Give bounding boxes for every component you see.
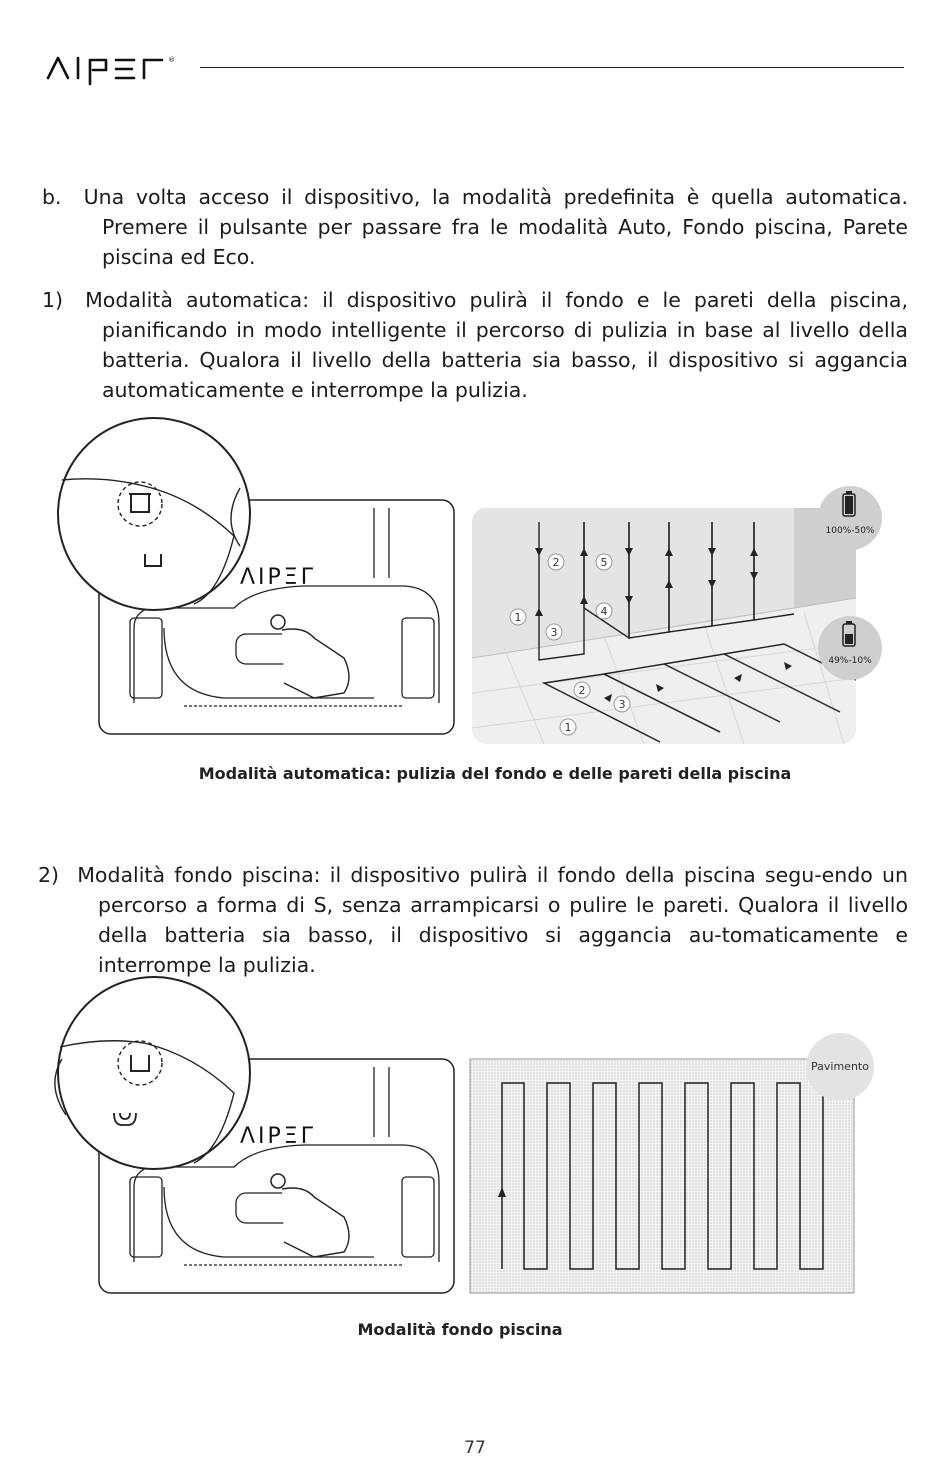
floor-step-1: 1	[564, 721, 572, 734]
figure-auto-caption: Modalità automatica: pulizia del fondo e delle pareti della piscina	[198, 764, 792, 783]
wall-step-3: 3	[550, 626, 558, 639]
floor-mode-illustration	[44, 985, 869, 1301]
zoom-circle	[58, 418, 250, 610]
paragraph-auto-text: Modalità automatica: il dispositivo pulirà il fondo e le pareti della piscina, pianificando in modo intelligente il percorso di pulizia in base al livello della batteria. Qualora il livello della batteria sia basso, il dispositivo si aggancia automaticamente e interrompe la pulizia.	[85, 288, 908, 402]
floor-badge-label: Pavimento	[811, 1060, 869, 1073]
wall-step-5: 5	[600, 556, 608, 569]
figure-floor-mode	[44, 985, 869, 1301]
page-number: 77	[464, 1438, 486, 1458]
page-header	[46, 48, 904, 88]
header-divider	[200, 67, 904, 68]
wall-step-1: 1	[514, 611, 522, 624]
aiper-logo-mark	[46, 48, 186, 88]
wall-step-4: 4	[600, 605, 608, 618]
device-brand-label-2: ΛIPΞΓ	[240, 1124, 316, 1149]
auto-mode-illustration	[44, 428, 875, 748]
battery-high-badge	[818, 486, 882, 550]
svg-text:®: ®	[168, 56, 175, 64]
paragraph-b: b. Una volta acceso il dispositivo, la modalità predefinita è quella automatica. Premere il pulsante per passare fra le modalità Auto, Fondo piscina, Parete piscina ed Eco.	[42, 185, 908, 269]
battery-high-label: 100%-50%	[825, 526, 875, 536]
device-brand-label: ΛIPΞΓ	[240, 565, 316, 590]
floor-step-3: 3	[618, 698, 626, 711]
paragraph-auto-mode: 1) Modalità automatica: il dispositivo pulirà il fondo e le pareti della piscina, pianificando in modo intelligente il percorso di pulizia in base al livello della batteria. Qualora il livello della batteria sia basso, il dispositivo si aggancia automaticamente e interrompe la pulizia.	[42, 288, 908, 402]
battery-low-badge	[818, 616, 882, 680]
paragraph-b-text: Una volta acceso il dispositivo, la modalità predefinita è quella automatica. Premere il pulsante per passare fra le modalità Auto, Fondo piscina, Parete piscina ed Eco.	[83, 185, 908, 269]
battery-low-label: 49%-10%	[828, 656, 872, 666]
wall-step-2: 2	[552, 556, 560, 569]
figure-floor-caption: Modalità fondo piscina	[357, 1320, 563, 1339]
floor-step-2: 2	[578, 684, 586, 697]
figure-auto-mode	[44, 428, 875, 748]
aiper-logo	[46, 48, 186, 88]
paragraph-floor-text: Modalità fondo piscina: il dispositivo pulirà il fondo della piscina segu-endo un percorso a forma di S, senza arrampicarsi o pulire le pareti. Qualora il livello della batteria sia basso, il dispositivo si aggancia au-tomaticamente e interrompe la pulizia.	[77, 863, 908, 977]
paragraph-floor-mode: 2) Modalità fondo piscina: il dispositivo pulirà il fondo della piscina segu-endo un percorso a forma di S, senza arrampicarsi o pulire le pareti. Qualora il livello della batteria sia basso, il dispositivo si aggancia au-tomaticamente e interrompe la pulizia.	[38, 863, 908, 977]
zoom-circle-2	[58, 977, 250, 1169]
